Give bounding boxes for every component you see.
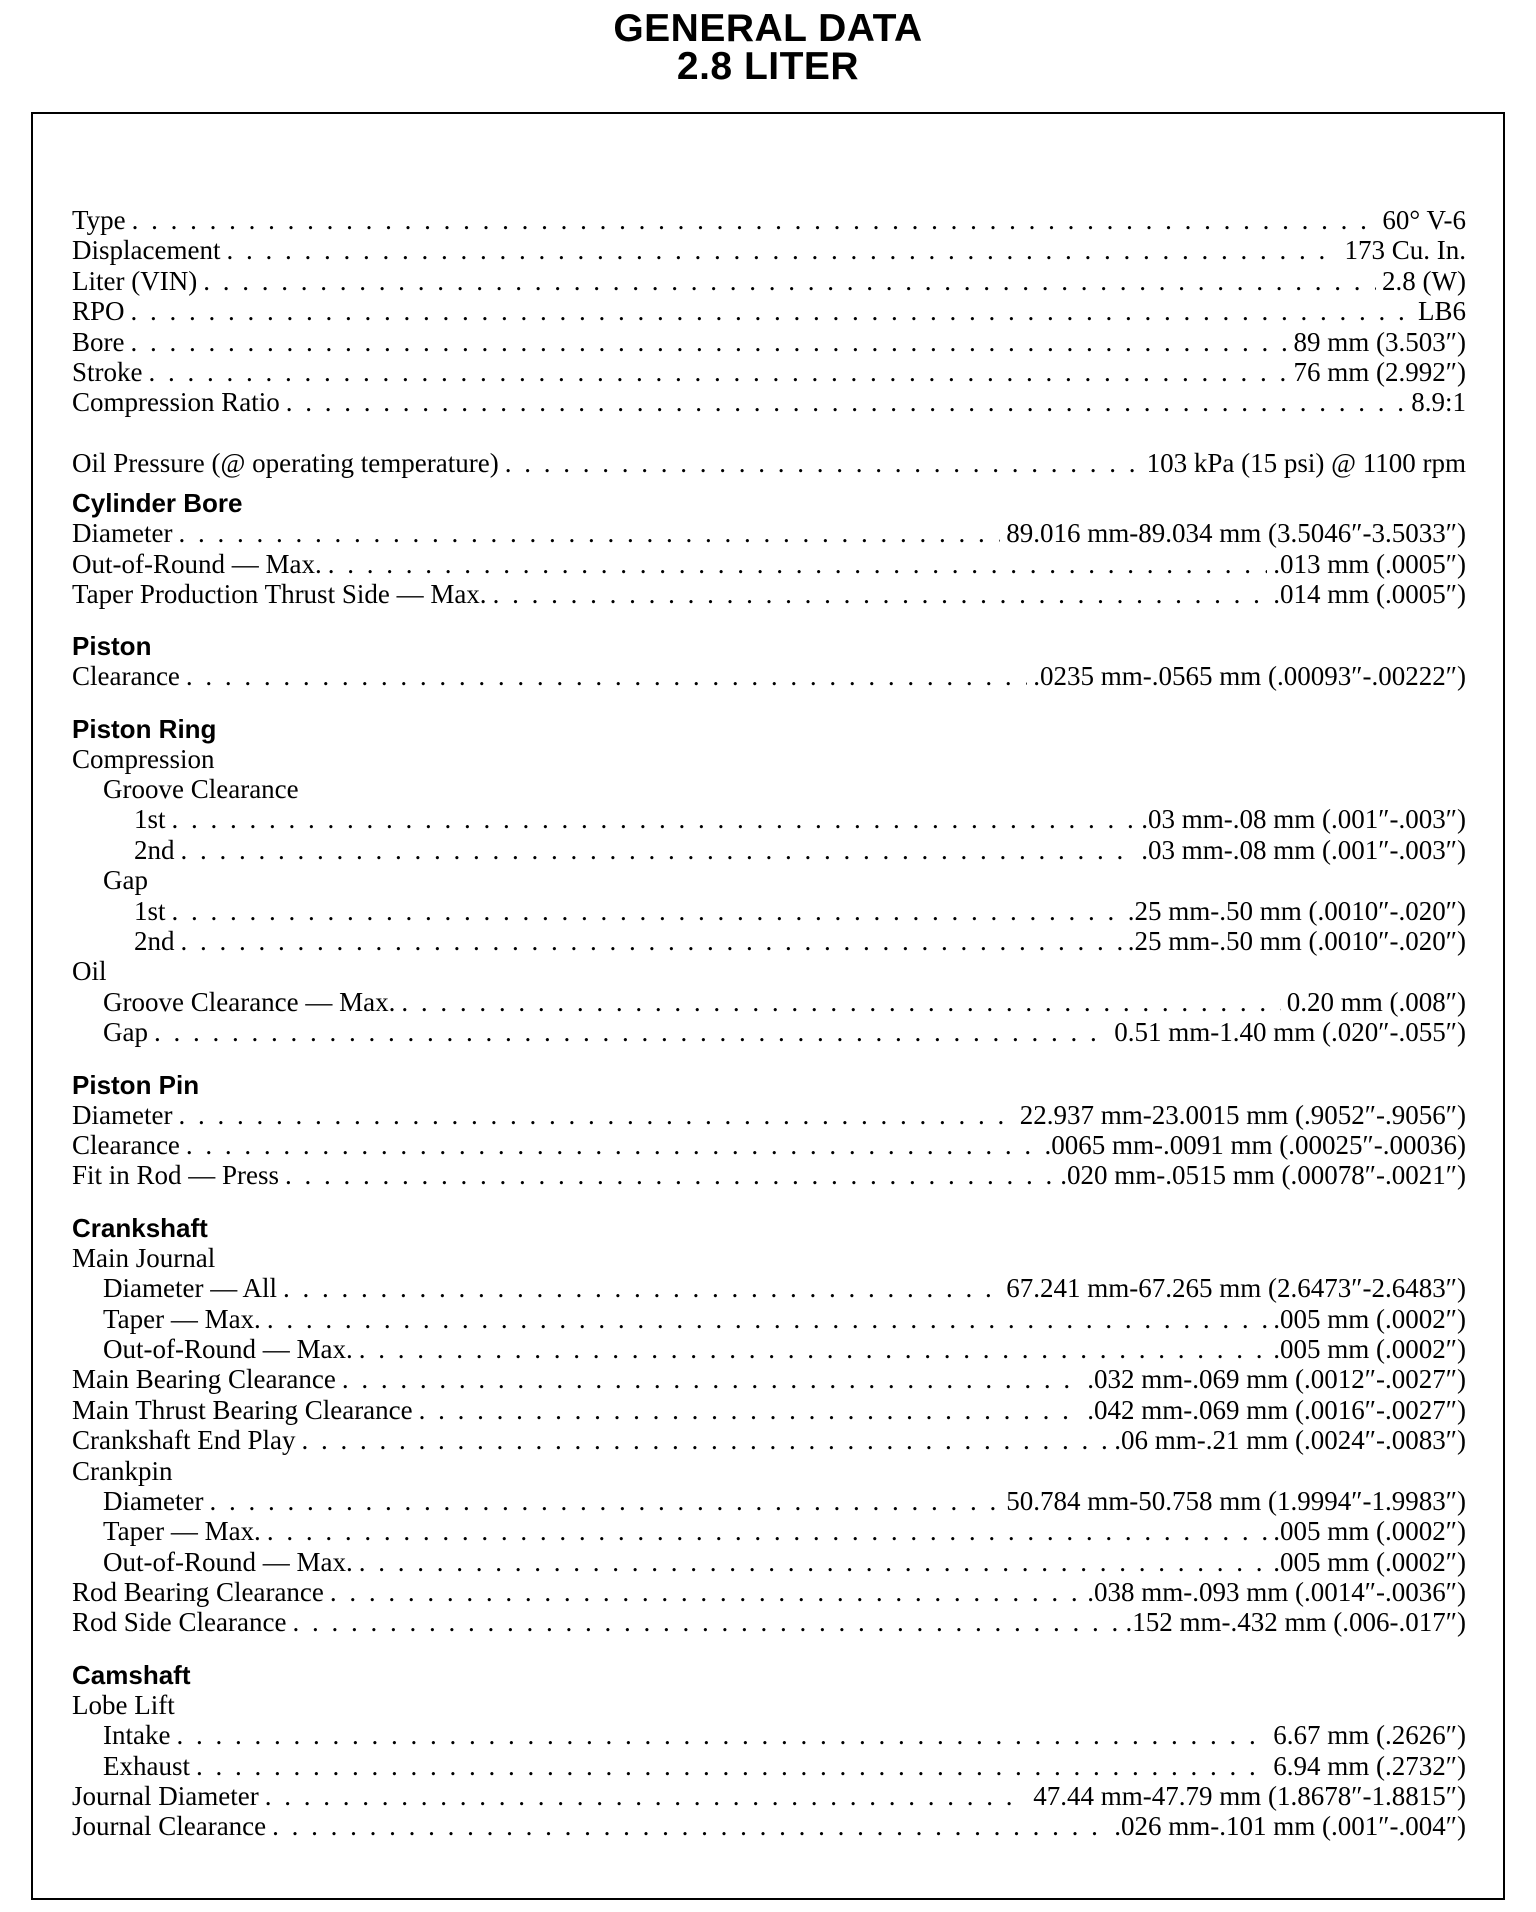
spec-row-oil-pressure [72, 448, 1466, 478]
spec-label: Out-of-Round — Max. [72, 548, 322, 579]
spec-label: Diameter [72, 518, 173, 549]
spec-label: Rod Side Clearance [72, 1607, 287, 1638]
spec-label: Exhaust [103, 1750, 190, 1781]
spec-label: Type [72, 205, 126, 235]
spec-value: 8.9:1 [1411, 387, 1466, 418]
spec-value: 6.94 mm (.2732″) [1273, 1750, 1466, 1781]
spec-row [72, 1720, 1466, 1750]
spec-row [72, 1547, 1466, 1577]
spec-value: 76 mm (2.992″) [1293, 356, 1466, 387]
spec-label: Clearance [72, 1129, 180, 1160]
spec-row [72, 1811, 1466, 1841]
spec-value: .0065 mm-.0091 mm (.00025″-.00036) [1044, 1129, 1466, 1160]
spec-label: Taper — Max. [103, 1516, 261, 1547]
spec-value: .25 mm-.50 mm (.0010″-.020″) [1127, 895, 1466, 926]
spec-label: Fit in Rod — Press [72, 1160, 280, 1191]
spec-value: .152 mm-.432 mm (.006-.017″) [1125, 1607, 1466, 1638]
spec-row [72, 1273, 1466, 1303]
spec-value: 173 Cu. In. [1344, 235, 1466, 266]
spec-value: .005 mm (.0002″) [1273, 1333, 1466, 1364]
spec-label: Oil Pressure (@ operating temperature) [72, 447, 499, 478]
spec-value: 89 mm (3.503″) [1293, 326, 1466, 357]
spec-row [72, 1304, 1466, 1334]
spec-label: Out-of-Round — Max. [103, 1333, 353, 1364]
spec-row [72, 1607, 1466, 1637]
spec-label: Journal Clearance [72, 1811, 267, 1842]
spec-value: 67.241 mm-67.265 mm (2.6473″-2.6483″) [1006, 1273, 1466, 1304]
spec-row [72, 1130, 1466, 1160]
spec-label: Out-of-Round — Max. [103, 1546, 353, 1577]
spec-label: 1st [134, 804, 166, 835]
spec-label: Compression Ratio [72, 387, 280, 418]
spec-value: 2.8 (W) [1382, 265, 1466, 296]
spec-list [72, 205, 1466, 1842]
spec-value: 22.937 mm-23.0015 mm (.9052″-.9056″) [1019, 1099, 1466, 1130]
spec-value: .005 mm (.0002″) [1273, 1303, 1466, 1334]
spec-row [72, 1100, 1466, 1130]
page-subtitle: 2.8 LITER [676, 45, 860, 88]
spec-row-bore [72, 327, 1466, 357]
spec-row [72, 987, 1466, 1017]
spec-row [72, 1334, 1466, 1364]
spec-value: .032 mm-.069 mm (.0012″-.0027″) [1087, 1364, 1466, 1395]
spec-row [72, 1425, 1466, 1455]
spec-value: .038 mm-.093 mm (.0014″-.0036″) [1087, 1577, 1466, 1608]
section-heading-cylinder-bore: Cylinder Bore [72, 488, 243, 519]
spec-value: LB6 [1417, 296, 1466, 327]
spec-value: 0.51 mm-1.40 mm (.020″-.055″) [1114, 1017, 1466, 1048]
spec-row-displacement [72, 235, 1466, 265]
spec-label: Bore [72, 326, 125, 357]
spec-row [72, 804, 1466, 834]
spec-row [72, 1160, 1466, 1190]
page-title: GENERAL DATA [613, 7, 923, 50]
spec-row [72, 926, 1466, 956]
subheading: Main Journal [72, 1242, 216, 1273]
spec-value: 50.784 mm-50.758 mm (1.9994″-1.9983″) [1006, 1485, 1466, 1516]
spec-row [72, 661, 1466, 691]
spec-value: .06 mm-.21 mm (.0024″-.0083″) [1114, 1425, 1466, 1456]
spec-value: 103 kPa (15 psi) @ 1100 rpm [1146, 447, 1466, 478]
section-heading-piston-pin: Piston Pin [72, 1069, 200, 1100]
spec-value: .005 mm (.0002″) [1273, 1516, 1466, 1547]
spec-row [72, 1486, 1466, 1516]
spec-value: 6.67 mm (.2626″) [1273, 1720, 1466, 1751]
spec-label: Journal Diameter [72, 1781, 259, 1812]
spec-value: .013 mm (.0005″) [1273, 548, 1466, 579]
spec-row [72, 549, 1466, 579]
spec-value: .042 mm-.069 mm (.0016″-.0027″) [1087, 1394, 1466, 1425]
spec-row-type [72, 205, 1466, 235]
spec-value: .005 mm (.0002″) [1273, 1546, 1466, 1577]
spec-label: Main Thrust Bearing Clearance [72, 1394, 413, 1425]
spec-label: Liter (VIN) [72, 265, 198, 296]
spec-row-rpo [72, 296, 1466, 326]
spec-row [72, 518, 1466, 548]
spec-label: Taper Production Thrust Side — Max. [72, 578, 487, 609]
spec-value: .03 mm-.08 mm (.001″-.003″) [1141, 834, 1466, 865]
subheading: Lobe Lift [72, 1689, 175, 1720]
spec-row [72, 579, 1466, 609]
spec-label: Clearance [72, 661, 180, 692]
spec-row [72, 1364, 1466, 1394]
spec-label: Taper — Max. [103, 1303, 261, 1334]
spec-label: RPO [72, 296, 125, 327]
subheading: Groove Clearance [103, 774, 299, 805]
subheading: Crankpin [72, 1455, 173, 1486]
spec-value: 0.20 mm (.008″) [1286, 986, 1466, 1017]
spec-row [72, 1577, 1466, 1607]
spec-row-compression-ratio [72, 387, 1466, 417]
spec-value: 89.016 mm-89.034 mm (3.5046″-3.5033″) [1006, 518, 1466, 549]
spec-label: Diameter — All [103, 1273, 277, 1304]
spec-row-liter [72, 266, 1466, 296]
spec-row [72, 1781, 1466, 1811]
spec-label: Groove Clearance — Max. [103, 986, 396, 1017]
spec-row [72, 1751, 1466, 1781]
section-heading-camshaft: Camshaft [72, 1659, 191, 1690]
spec-label: Stroke [72, 356, 143, 387]
spec-value: .03 mm-.08 mm (.001″-.003″) [1141, 804, 1466, 835]
spec-value: .014 mm (.0005″) [1273, 578, 1466, 609]
spec-label: Crankshaft End Play [72, 1425, 296, 1456]
spec-label: Gap [103, 1017, 148, 1048]
spec-label: Rod Bearing Clearance [72, 1577, 324, 1608]
spec-value: .026 mm-.101 mm (.001″-.004″) [1114, 1811, 1466, 1842]
spec-row-stroke [72, 357, 1466, 387]
spec-label: Diameter [103, 1485, 204, 1516]
spec-label: Intake [103, 1720, 171, 1751]
subheading: Oil [72, 956, 107, 987]
section-heading-piston: Piston [72, 631, 152, 662]
spec-value: 47.44 mm-47.79 mm (1.8678″-1.8815″) [1033, 1781, 1466, 1812]
spec-value: .0235 mm-.0565 mm (.00093″-.00222″) [1033, 661, 1466, 692]
spec-label: Main Bearing Clearance [72, 1364, 336, 1395]
spec-row [72, 835, 1466, 865]
spec-value: .25 mm-.50 mm (.0010″-.020″) [1127, 926, 1466, 957]
spec-row [72, 1395, 1466, 1425]
spec-row [72, 896, 1466, 926]
spec-label: Diameter [72, 1099, 173, 1130]
subheading: Gap [103, 865, 148, 896]
spec-value: .020 mm-.0515 mm (.00078″-.0021″) [1060, 1160, 1466, 1191]
spec-label: Displacement [72, 235, 221, 266]
spec-value: 60° V-6 [1382, 205, 1466, 235]
spec-row [72, 1516, 1466, 1546]
section-heading-crankshaft: Crankshaft [72, 1212, 208, 1243]
section-heading-piston-ring: Piston Ring [72, 713, 217, 744]
spec-label: 2nd [134, 926, 175, 957]
subheading: Compression [72, 743, 215, 774]
spec-row [72, 1017, 1466, 1047]
spec-label: 1st [134, 895, 166, 926]
spec-label: 2nd [134, 834, 175, 865]
